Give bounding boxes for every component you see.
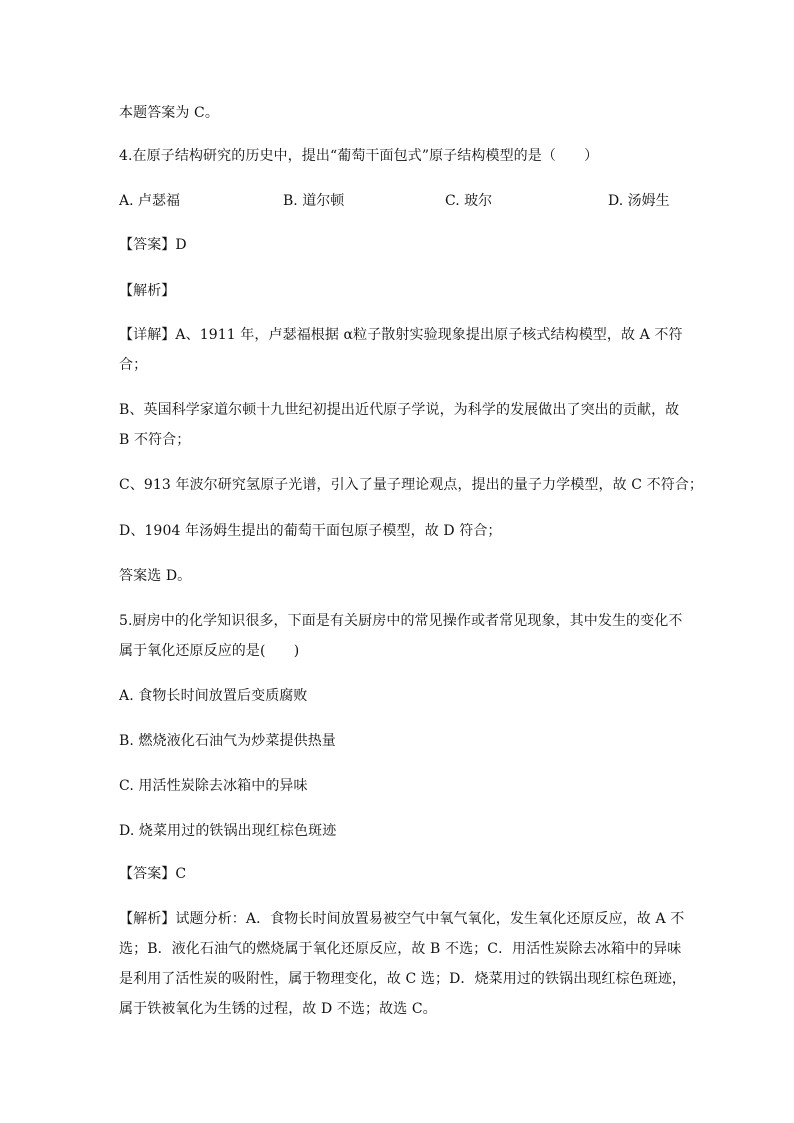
q5-answer: 【答案】C [119,866,187,882]
q4-answer: 【答案】D [119,237,187,253]
q4-conclusion: 答案选 D。 [119,568,192,584]
answer-line-q3: 本题答案为 C。 [119,105,219,121]
q5-option-b: B. 燃烧液化石油气为炒菜提供热量 [119,733,336,749]
q5-analysis-line3: 是利用了活性炭的吸附性，属于物理变化，故 C 选；D．烧菜用过的铁锅出现红棕色斑迹， [119,971,687,987]
q4-detail-d: D、1904 年汤姆生提出的葡萄干面包原子模型，故 D 符合； [119,523,502,539]
question-4-stem: 4.在原子结构研究的历史中，提出“葡萄干面包式”原子结构模型的是（ ） [119,148,599,164]
q4-option-b: B. 道尔顿 [283,193,345,209]
question-5-stem-line2: 属于氧化还原反应的是( ) [119,643,300,659]
q5-analysis-line4: 属于铁被氧化为生锈的过程，故 D 不选；故选 C。 [119,1001,437,1017]
q5-analysis-line2: 选；B．液化石油气的燃烧属于氧化还原反应，故 B 不选；C．用活性炭除去冰箱中的异味 [119,941,682,957]
q4-detail-b-line2: B 不符合； [119,432,191,448]
question-5-stem-line1: 5.厨房中的化学知识很多，下面是有关厨房中的常见操作或者常见现象，其中发生的变化不 [119,613,683,629]
q4-option-d: D. 汤姆生 [608,193,670,209]
q4-option-c: C. 玻尔 [445,193,493,209]
q4-detail-b-line1: B、英国科学家道尔顿十九世纪初提出近代原子学说，为科学的发展做出了突出的贡献，故 [119,402,680,418]
q4-detail-a-line1: 【详解】A、1911 年，卢瑟福根据 α粒子散射实验现象提出原子核式结构模型，故 A 不符 [119,327,683,343]
q5-option-a: A. 食物长时间放置后变质腐败 [119,688,308,704]
q4-detail-c: C、913 年波尔研究氢原子光谱，引入了量子理论观点，提出的量子力学模型，故 C 不符合； [119,477,703,493]
q4-detail-a-line2: 合； [119,357,148,373]
q5-option-c: C. 用活性炭除去冰箱中的异味 [119,778,308,794]
q5-analysis-line1: 【解析】试题分析：A．食物长时间放置易被空气中氧气氧化，发生氧化还原反应，故 A 不 [119,911,685,927]
q4-option-a: A. 卢瑟福 [119,193,181,209]
q4-analysis-heading: 【解析】 [119,283,176,299]
q5-option-d: D. 烧菜用过的铁锅出现红棕色斑迹 [119,823,337,839]
